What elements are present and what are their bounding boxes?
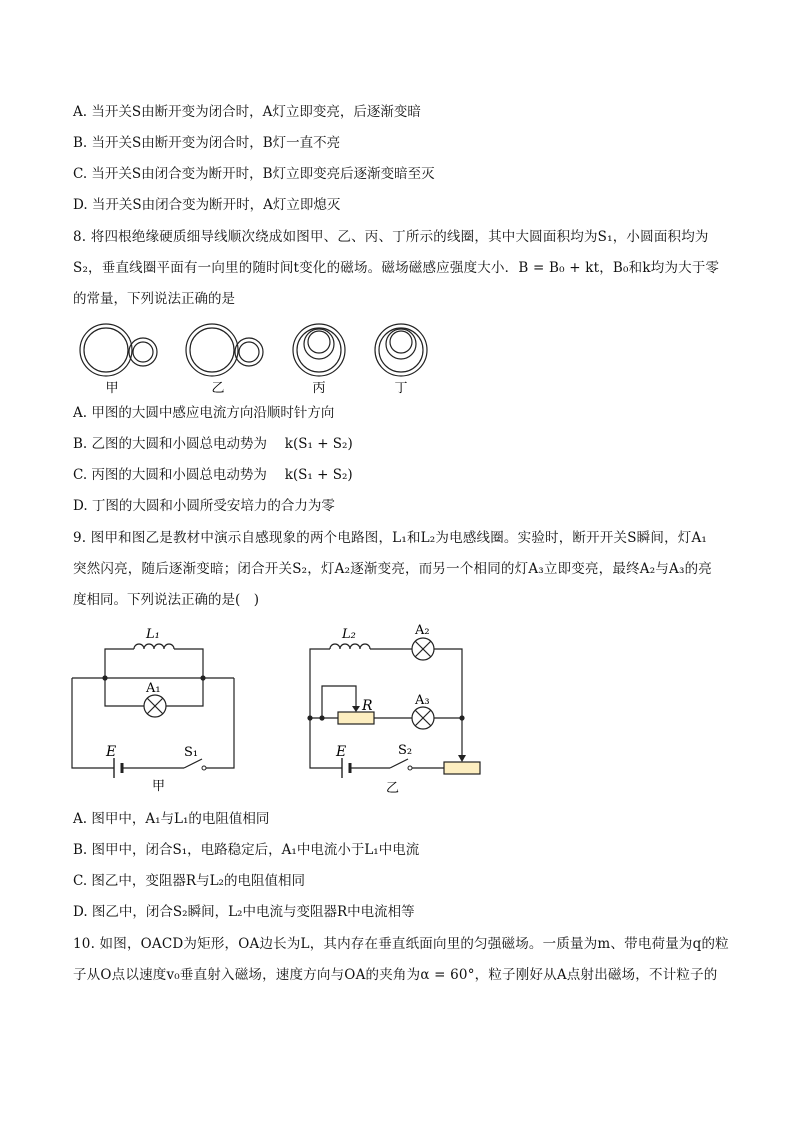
circuit-yi-emf-label: E: [336, 744, 347, 760]
coil-label-yi: 乙: [211, 381, 225, 396]
circuit-jia-lamp-label: A₁: [146, 681, 161, 696]
q10-stem-line2: 子从O点以速度v₀垂直射入磁场，速度方向与OA的夹角为α = 60°，粒子刚好从A点射出磁场，不计粒子的: [73, 967, 718, 983]
q7-option-d: D. 当开关S由闭合变为断开时，A灯立即熄灭: [73, 197, 341, 213]
q8-stem-line1: 8. 将四根绝缘硬质细导线顺次绕成如图甲、乙、丙、丁所示的线圈，其中大圆面积均为S₁，小圆面积均为: [73, 229, 709, 245]
circuit-jia-emf-label: E: [106, 744, 117, 760]
q9-option-d: D. 图乙中，闭合S₂瞬间，L₂中电流与变阻器R中电流相等: [73, 904, 415, 920]
circuit-jia: [66, 618, 246, 800]
circuit-jia-switch-label: S₁: [184, 745, 199, 760]
coil-jia: [80, 324, 157, 376]
q9-stem-line3: 度相同。下列说法正确的是( ): [73, 592, 260, 608]
q8-option-d: D. 丁图的大圆和小圆所受安培力的合力为零: [73, 498, 335, 514]
coil-ding: [375, 324, 427, 376]
q7-option-b: B. 当开关S由断开变为闭合时，B灯一直不亮: [73, 135, 341, 151]
coil-bing: [293, 324, 345, 376]
q9-option-a: A. 图甲中，A₁与L₁的电阻值相同: [73, 811, 270, 827]
coil-label-jia: 甲: [105, 381, 119, 396]
q9-option-c: C. 图乙中，变阻器R与L₂的电阻值相同: [73, 873, 305, 889]
coil-label-bing: 丙: [312, 381, 326, 396]
circuit-yi-caption: 乙: [386, 781, 400, 796]
coil-yi: [186, 324, 263, 376]
circuit-yi: [302, 618, 492, 800]
q9-option-b: B. 图甲中，闭合S₁，电路稳定后，A₁中电流小于L₁中电流: [73, 842, 420, 858]
circuit-yi-lamp-a2-label: A₂: [415, 623, 430, 638]
q8-stem-line2: S₂，垂直线圈平面有一向里的随时间t变化的磁场。磁场磁感应强度大小．B = B₀ + kt，B₀和k均为大于零: [73, 260, 720, 276]
q7-option-c: C. 当开关S由闭合变为断开时，B灯立即变亮后逐渐变暗至灭: [73, 166, 435, 182]
q8-stem-line3: 的常量，下列说法正确的是: [73, 291, 235, 307]
circuit-jia-inductor-label: L₁: [146, 627, 160, 642]
coil-label-ding: 丁: [394, 381, 408, 396]
q8-option-a: A. 甲图的大圆中感应电流方向沿顺时针方向: [73, 405, 335, 421]
circuit-yi-rheostat-label: R: [362, 698, 373, 714]
circuit-yi-switch-label: S₂: [398, 743, 413, 758]
circuit-yi-inductor-label: L₂: [342, 627, 356, 642]
q8-option-b: B. 乙图的大圆和小圆总电动势为 k(S₁ + S₂): [73, 436, 353, 452]
circuit-jia-caption: 甲: [152, 779, 166, 794]
q8-coil-figures: [70, 318, 430, 398]
q9-stem-line1: 9. 图甲和图乙是教材中演示自感现象的两个电路图，L₁和L₂为电感线圈。实验时，断开开关S瞬间，灯A₁: [73, 530, 708, 546]
q8-option-c: C. 丙图的大圆和小圆总电动势为 k(S₁ + S₂): [73, 467, 353, 483]
q9-stem-line2: 突然闪亮，随后逐渐变暗；闭合开关S₂，灯A₂逐渐变亮，而另一个相同的灯A₃立即变亮，最终A₂与A₃的亮: [73, 561, 713, 577]
q7-option-a: A. 当开关S由断开变为闭合时，A灯立即变亮，后逐渐变暗: [73, 104, 421, 120]
q10-stem-line1: 10. 如图，OACD为矩形，OA边长为L，其内存在垂直纸面向里的匀强磁场。一质量为m、带电荷量为q的粒: [73, 936, 729, 952]
circuit-yi-lamp-a3-label: A₃: [415, 693, 430, 708]
